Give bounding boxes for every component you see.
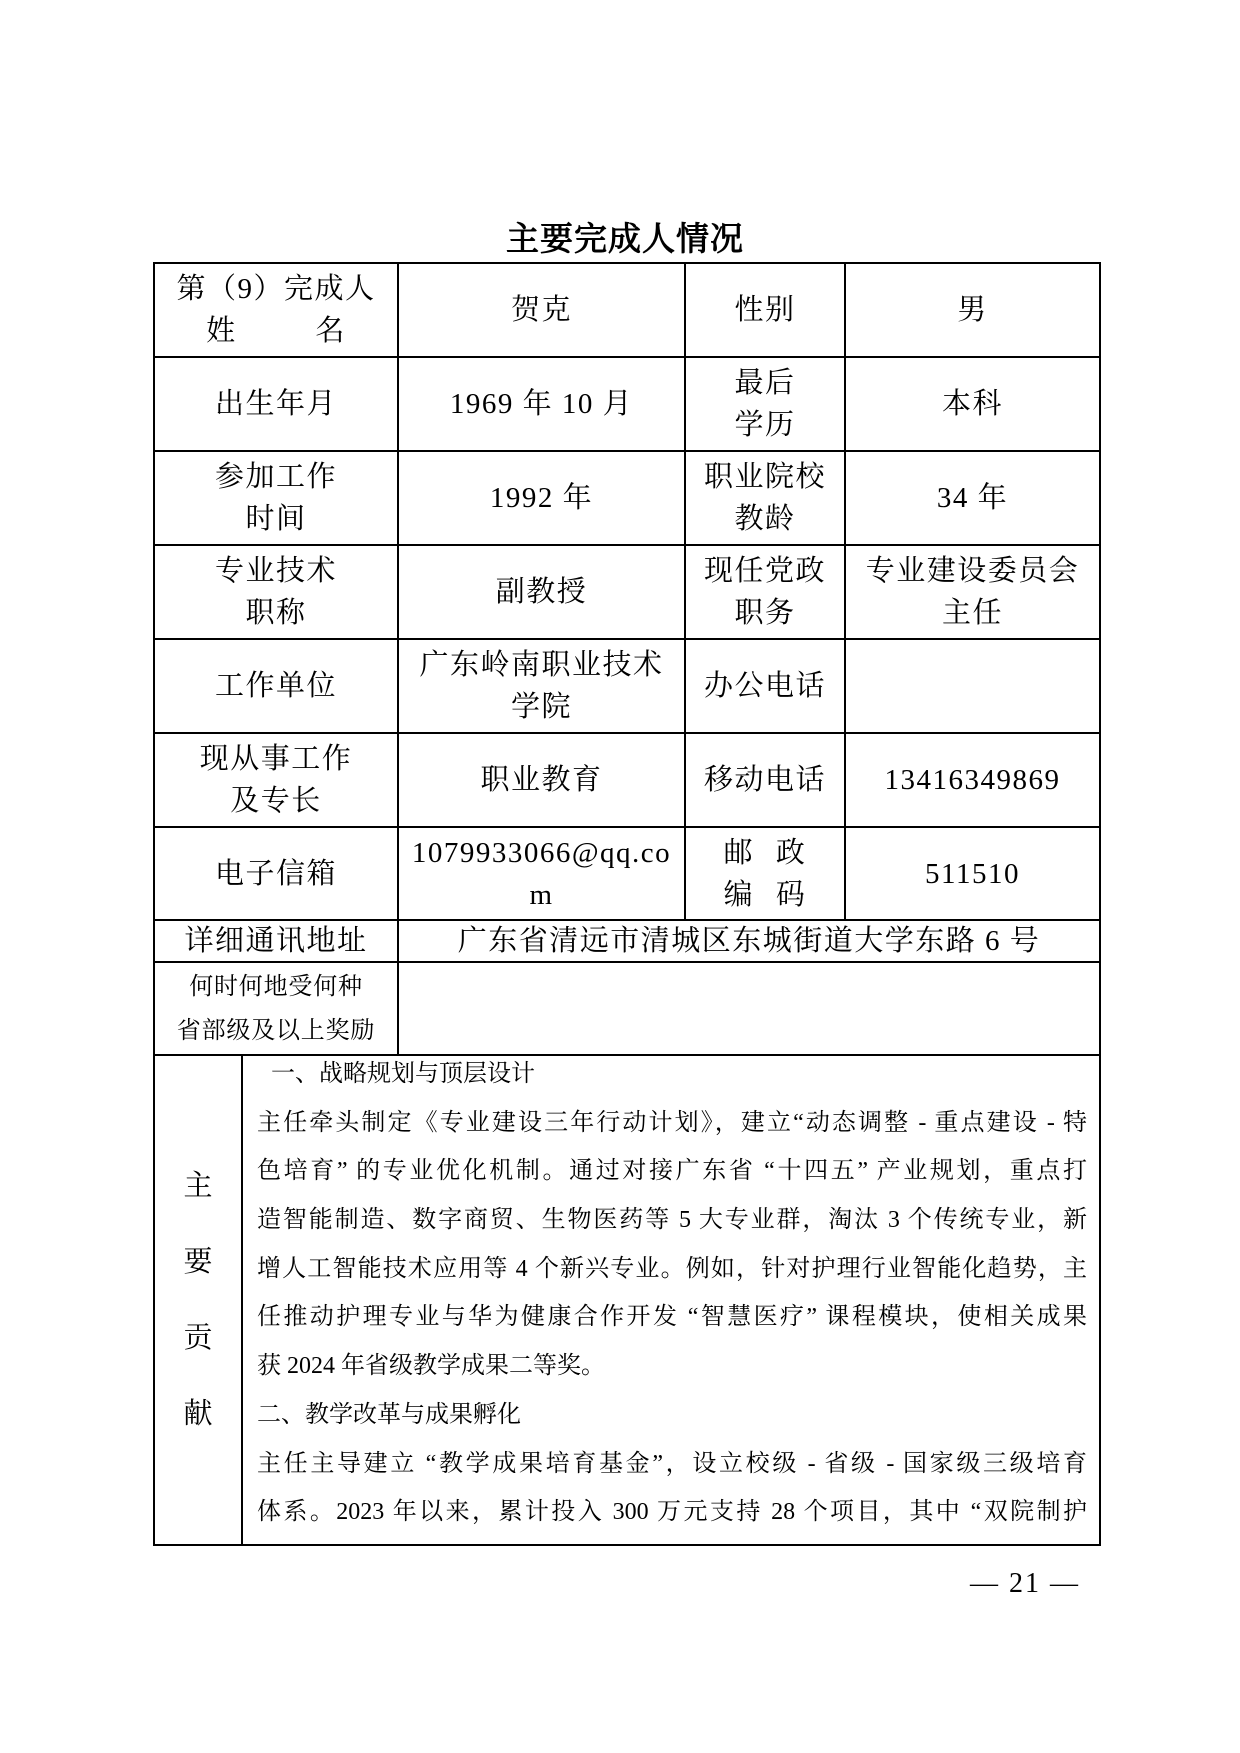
specialty-value: 职业教育 — [480, 764, 603, 796]
table-row-work-start — [154, 451, 1100, 545]
table-row-contributions — [154, 1055, 1100, 1545]
gender-label-cell — [685, 263, 845, 357]
specialty-label-cell — [154, 733, 398, 827]
postcode-label-line2: 编 码 — [723, 878, 807, 911]
name-value-cell — [398, 263, 685, 357]
gender-value-cell — [845, 263, 1100, 357]
main-completer-info-table — [153, 262, 1101, 1546]
work-start-label-cell — [154, 451, 398, 545]
postcode-label-cell — [685, 827, 845, 920]
section-line: 体系。2023 年以来，累计投入 300 万元支持 28 个项目，其中 “双院制护 — [257, 1499, 1088, 1526]
table-row-birth — [154, 357, 1100, 451]
teaching-years-label-line1: 职业院校 — [704, 461, 827, 493]
table-row-name — [154, 263, 1100, 357]
section-line: 造智能制造、数字商贸、生物医药等 5 大专业群，淘汰 3 个传统专业，新 — [257, 1207, 1088, 1234]
section-line: 主任牵头制定《专业建设三年行动计划》，建立“动态调整 - 重点建设 - 特 — [257, 1109, 1088, 1136]
mobile-label-cell — [685, 733, 845, 827]
name-label-line2: 姓 名 — [206, 315, 346, 347]
professional-title-value: 副教授 — [495, 576, 588, 608]
mobile-label: 移动电话 — [704, 764, 827, 796]
position-label-line1: 现任党政 — [704, 555, 827, 587]
specialty-value-cell — [398, 733, 685, 827]
section-line: 增人工智能技术应用等 4 个新兴专业。例如，针对护理行业智能化趋势，主 — [257, 1255, 1088, 1282]
table-row-employer — [154, 639, 1100, 733]
postcode-value-cell — [845, 827, 1100, 920]
gender-value: 男 — [957, 294, 988, 326]
email-value-cell — [398, 827, 685, 920]
birth-value: 1969 年 10 月 — [449, 388, 634, 420]
email-value: 1079933066@qq.com — [411, 836, 672, 911]
table-row-email — [154, 827, 1100, 920]
education-label-line1: 最后 — [734, 367, 796, 399]
awards-label-line1: 何时何地受何种 — [189, 973, 363, 1000]
table-row-awards — [154, 962, 1100, 1055]
table-row-title — [154, 545, 1100, 639]
table-row-specialty — [154, 733, 1100, 827]
address-value: 广东省清远市清城区东城街道大学东路 6 号 — [457, 925, 1041, 957]
teaching-years-label-cell — [685, 451, 845, 545]
office-phone-label: 办公电话 — [704, 670, 827, 702]
page-title: 主要完成人情况 — [506, 219, 744, 258]
employer-label-cell — [154, 639, 398, 733]
contributions-content-cell — [242, 1055, 1100, 1545]
section-line: 主任主导建立 “教学成果培育基金”，设立校级 - 省级 - 国家级三级培育 — [257, 1450, 1088, 1477]
postcode-value: 511510 — [925, 857, 1020, 890]
teaching-years-value: 34 年 — [936, 482, 1009, 514]
address-label-cell — [154, 920, 398, 962]
position-label-cell — [685, 545, 845, 639]
address-label: 详细通讯地址 — [184, 925, 368, 957]
employer-value-cell — [398, 639, 685, 733]
mobile-value-cell — [845, 733, 1100, 827]
section-heading: 二、教学改革与成果孵化 — [257, 1401, 521, 1428]
education-label-line2: 学历 — [734, 409, 796, 441]
employer-value: 广东岭南职业技术学院 — [419, 649, 664, 723]
professional-title-label-line2: 职称 — [245, 597, 307, 629]
birth-label-cell — [154, 357, 398, 451]
page-number: — 21 — — [970, 1568, 1080, 1599]
table-body — [154, 263, 1100, 1545]
teaching-years-value-cell — [845, 451, 1100, 545]
specialty-label-line1: 现从事工作 — [199, 743, 353, 775]
table-row-address — [154, 920, 1100, 962]
contributions-label-cell — [154, 1055, 242, 1545]
position-value: 专业建设委员会主任 — [865, 555, 1080, 629]
education-value-cell — [845, 357, 1100, 451]
contributions-content — [257, 1055, 1087, 1537]
work-start-label-line1: 参加工作 — [215, 461, 338, 493]
professional-title-value-cell — [398, 545, 685, 639]
name-value: 贺克 — [511, 294, 573, 326]
employer-label: 工作单位 — [215, 670, 338, 702]
email-label: 电子信箱 — [215, 857, 338, 890]
work-start-label-line2: 时间 — [245, 503, 307, 535]
awards-label-cell — [154, 962, 398, 1055]
professional-title-label-line1: 专业技术 — [215, 555, 338, 587]
section-line: 获 2024 年省级教学成果二等奖。 — [257, 1353, 605, 1380]
postcode-label-line1: 邮 政 — [723, 836, 807, 869]
name-label-cell — [154, 263, 398, 357]
section-heading: 一、战略规划与顶层设计 — [271, 1061, 535, 1087]
email-label-cell — [154, 827, 398, 920]
education-value: 本科 — [942, 388, 1004, 420]
awards-label-line2: 省部级及以上奖励 — [176, 1017, 376, 1044]
section-line: 色培育” 的专业优化机制。通过对接广东省 “十四五” 产业规划，重点打 — [257, 1158, 1088, 1185]
contributions-label: 主要贡献 — [183, 1170, 213, 1430]
gender-label: 性别 — [734, 294, 796, 326]
office-phone-label-cell — [685, 639, 845, 733]
section-line: 任推动护理专业与华为健康合作开发 “智慧医疗” 课程模块，使相关成果 — [257, 1304, 1088, 1331]
position-value-cell — [845, 545, 1100, 639]
office-phone-value-cell — [845, 639, 1100, 733]
birth-value-cell — [398, 357, 685, 451]
teaching-years-label-line2: 教龄 — [734, 503, 796, 535]
position-label-line2: 职务 — [734, 597, 796, 629]
name-label-line1: 第（9）完成人 — [176, 273, 376, 305]
education-label-cell — [685, 357, 845, 451]
mobile-value: 13416349869 — [884, 764, 1061, 796]
work-start-value: 1992 年 — [489, 482, 594, 514]
birth-label: 出生年月 — [215, 388, 338, 420]
awards-value-cell — [398, 962, 1100, 1055]
address-value-cell — [398, 920, 1100, 962]
professional-title-label-cell — [154, 545, 398, 639]
specialty-label-line2: 及专长 — [230, 785, 322, 817]
work-start-value-cell — [398, 451, 685, 545]
